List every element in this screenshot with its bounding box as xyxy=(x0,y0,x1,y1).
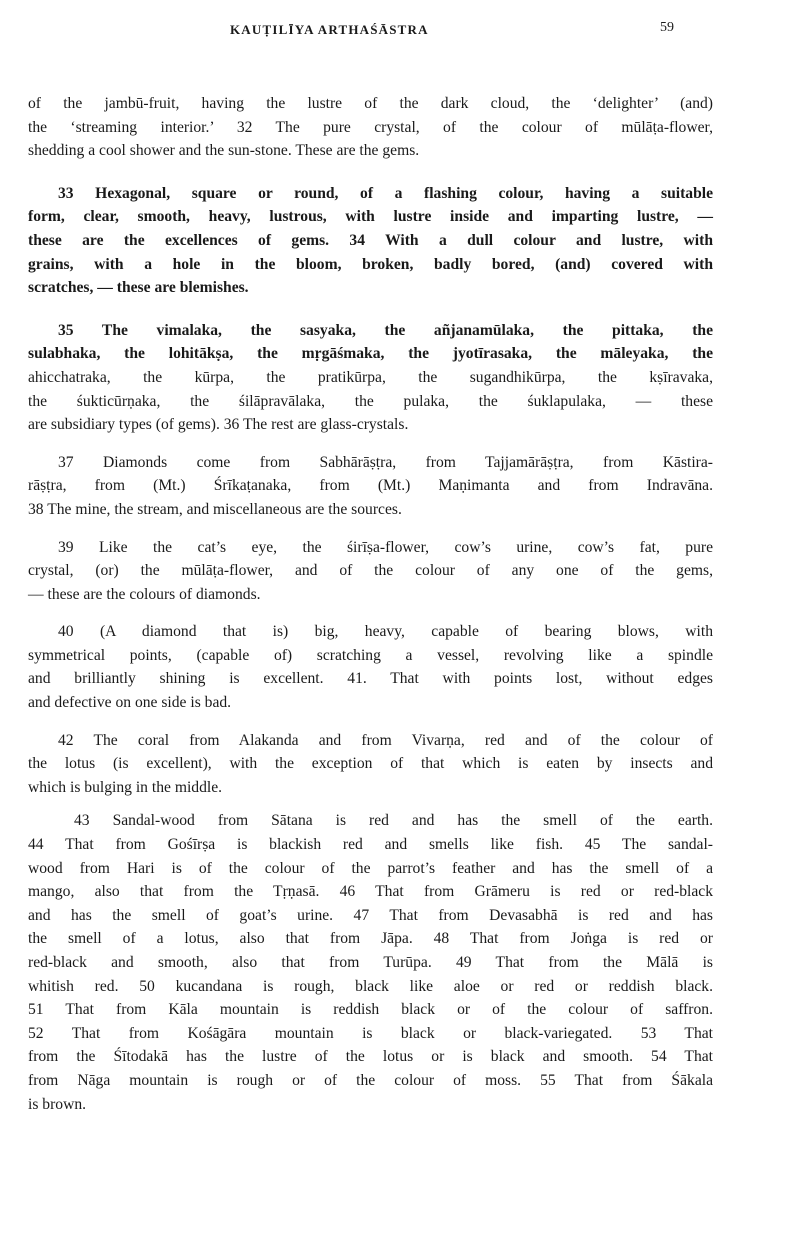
text-line: sulabhaka, the lohitākṣa, the mṛgāśmaka, the jyotīrasaka, the māleyaka, the xyxy=(28,345,713,363)
text-line: and brilliantly shining is excellent. 41. That with points lost, without edges xyxy=(28,670,713,688)
text-line: are subsidiary types (of gems). 36 The rest are glass-crystals. xyxy=(28,416,409,434)
text-line: from the Śītodakā has the lustre of the lotus or is black and smooth. 54 That xyxy=(28,1048,713,1066)
text-line: the lotus (is excellent), with the exception of that which is eaten by insects and xyxy=(28,755,713,773)
text-line: mango, also that from the Tṛṇasā. 46 That from Grāmeru is red or red-black xyxy=(28,883,713,901)
text-line: 51 That from Kāla mountain is reddish black or of the colour of saffron. xyxy=(28,1001,713,1019)
text-line: the śukticūrṇaka, the śilāpravālaka, the pulaka, the śuklapulaka, — these xyxy=(28,392,713,410)
text-line: is brown. xyxy=(28,1095,87,1113)
text-line: grains, with a hole in the bloom, broken, badly bored, (and) covered with xyxy=(28,255,713,273)
page-body xyxy=(28,92,713,1116)
text-line: of the jambū-fruit, having the lustre of the dark cloud, the ‘delighter’ (and) xyxy=(28,95,713,112)
text-line: the smell of a lotus, also that from Jāpa. 48 That from Joṅga is red or xyxy=(28,930,713,948)
text-line: 38 The mine, the stream, and miscellaneous are the sources. xyxy=(28,500,402,518)
text-line: form, clear, smooth, heavy, lustrous, with lustre inside and imparting lustre, — xyxy=(28,208,713,226)
text-line: 52 That from Kośāgāra mountain is black or black-variegated. 53 That xyxy=(28,1024,713,1042)
text-line: 37 Diamonds come from Sabhārāṣṭra, from Tajjamārāṣṭra, from Kāstira- xyxy=(58,453,713,471)
text-line: 40 (A diamond that is) big, heavy, capable of bearing blows, with xyxy=(58,623,713,641)
paragraph-diamond-colours xyxy=(28,536,713,607)
page-header xyxy=(0,20,792,44)
paragraph-gems-list-end xyxy=(28,92,713,163)
text-line: rāṣṭra, from (Mt.) Śrīkaṭanaka, from (Mt.) Maṇimanta and from Indravāna. xyxy=(28,477,713,495)
paragraph-diamond-quality xyxy=(28,620,713,714)
text-line: red-black and smooth, also that from Turūpa. 49 That from the Mālā is xyxy=(28,954,713,971)
running-title: KAUṬILĪYA ARTHAŚĀSTRA xyxy=(230,22,429,37)
text-line: 35 The vimalaka, the sasyaka, the añjanamūlaka, the pittaka, the xyxy=(58,321,713,339)
text-line: 39 Like the cat’s eye, the śirīṣa-flower, cow’s urine, cow’s fat, pure xyxy=(58,538,713,556)
text-line: shedding a cool shower and the sun-stone. These are the gems. xyxy=(28,142,420,160)
text-line: symmetrical points, (capable of) scratching a vessel, revolving like a spindle xyxy=(28,646,713,664)
text-line: — these are the colours of diamonds. xyxy=(28,585,261,603)
text-line: crystal, (or) the mūlāṭa-flower, and of the colour of any one of the gems, xyxy=(28,562,713,580)
text-line: wood from Hari is of the colour of the parrot’s feather and has the smell of a xyxy=(28,859,713,877)
text-line: scratches, — these are blemishes. xyxy=(28,279,249,297)
text-line: whitish red. 50 kucandana is rough, black like aloe or red or reddish black. xyxy=(28,977,713,995)
text-line: which is bulging in the middle. xyxy=(28,778,223,796)
text-line: the ‘streaming interior.’ 32 The pure crystal, of the colour of mūlāṭa-flower, xyxy=(28,118,713,136)
text-line: these are the excellences of gems. 34 With a dull colour and lustre, with xyxy=(28,231,713,249)
text-line: 42 The coral from Alakanda and from Vivarṇa, red and of the colour of xyxy=(58,731,713,749)
text-line: 43 Sandal-wood from Sātana is red and has the smell of the earth. xyxy=(74,812,713,830)
text-line: and defective on one side is bad. xyxy=(28,694,232,712)
text-line: from Nāga mountain is rough or of the colour of moss. 55 That from Śākala xyxy=(28,1071,713,1089)
text-line: 33 Hexagonal, square or round, of a flashing colour, having a suitable xyxy=(58,184,713,202)
paragraph-gem-excellences xyxy=(28,182,713,300)
paragraph-coral xyxy=(28,729,713,800)
paragraph-diamond-sources xyxy=(28,451,713,522)
text-line: 44 That from Gośīrṣa is blackish red and smells like fish. 45 The sandal- xyxy=(28,836,713,854)
paragraph-sandal-wood xyxy=(28,809,713,1116)
text-line: and has the smell of goat’s urine. 47 That from Devasabhā is red and has xyxy=(28,906,713,924)
text-line: ahicchatraka, the kūrpa, the pratikūrpa, the sugandhikūrpa, the kṣīravaka, xyxy=(28,368,713,386)
page-number: 59 xyxy=(660,20,674,35)
paragraph-subsidiary-gems xyxy=(28,319,713,437)
